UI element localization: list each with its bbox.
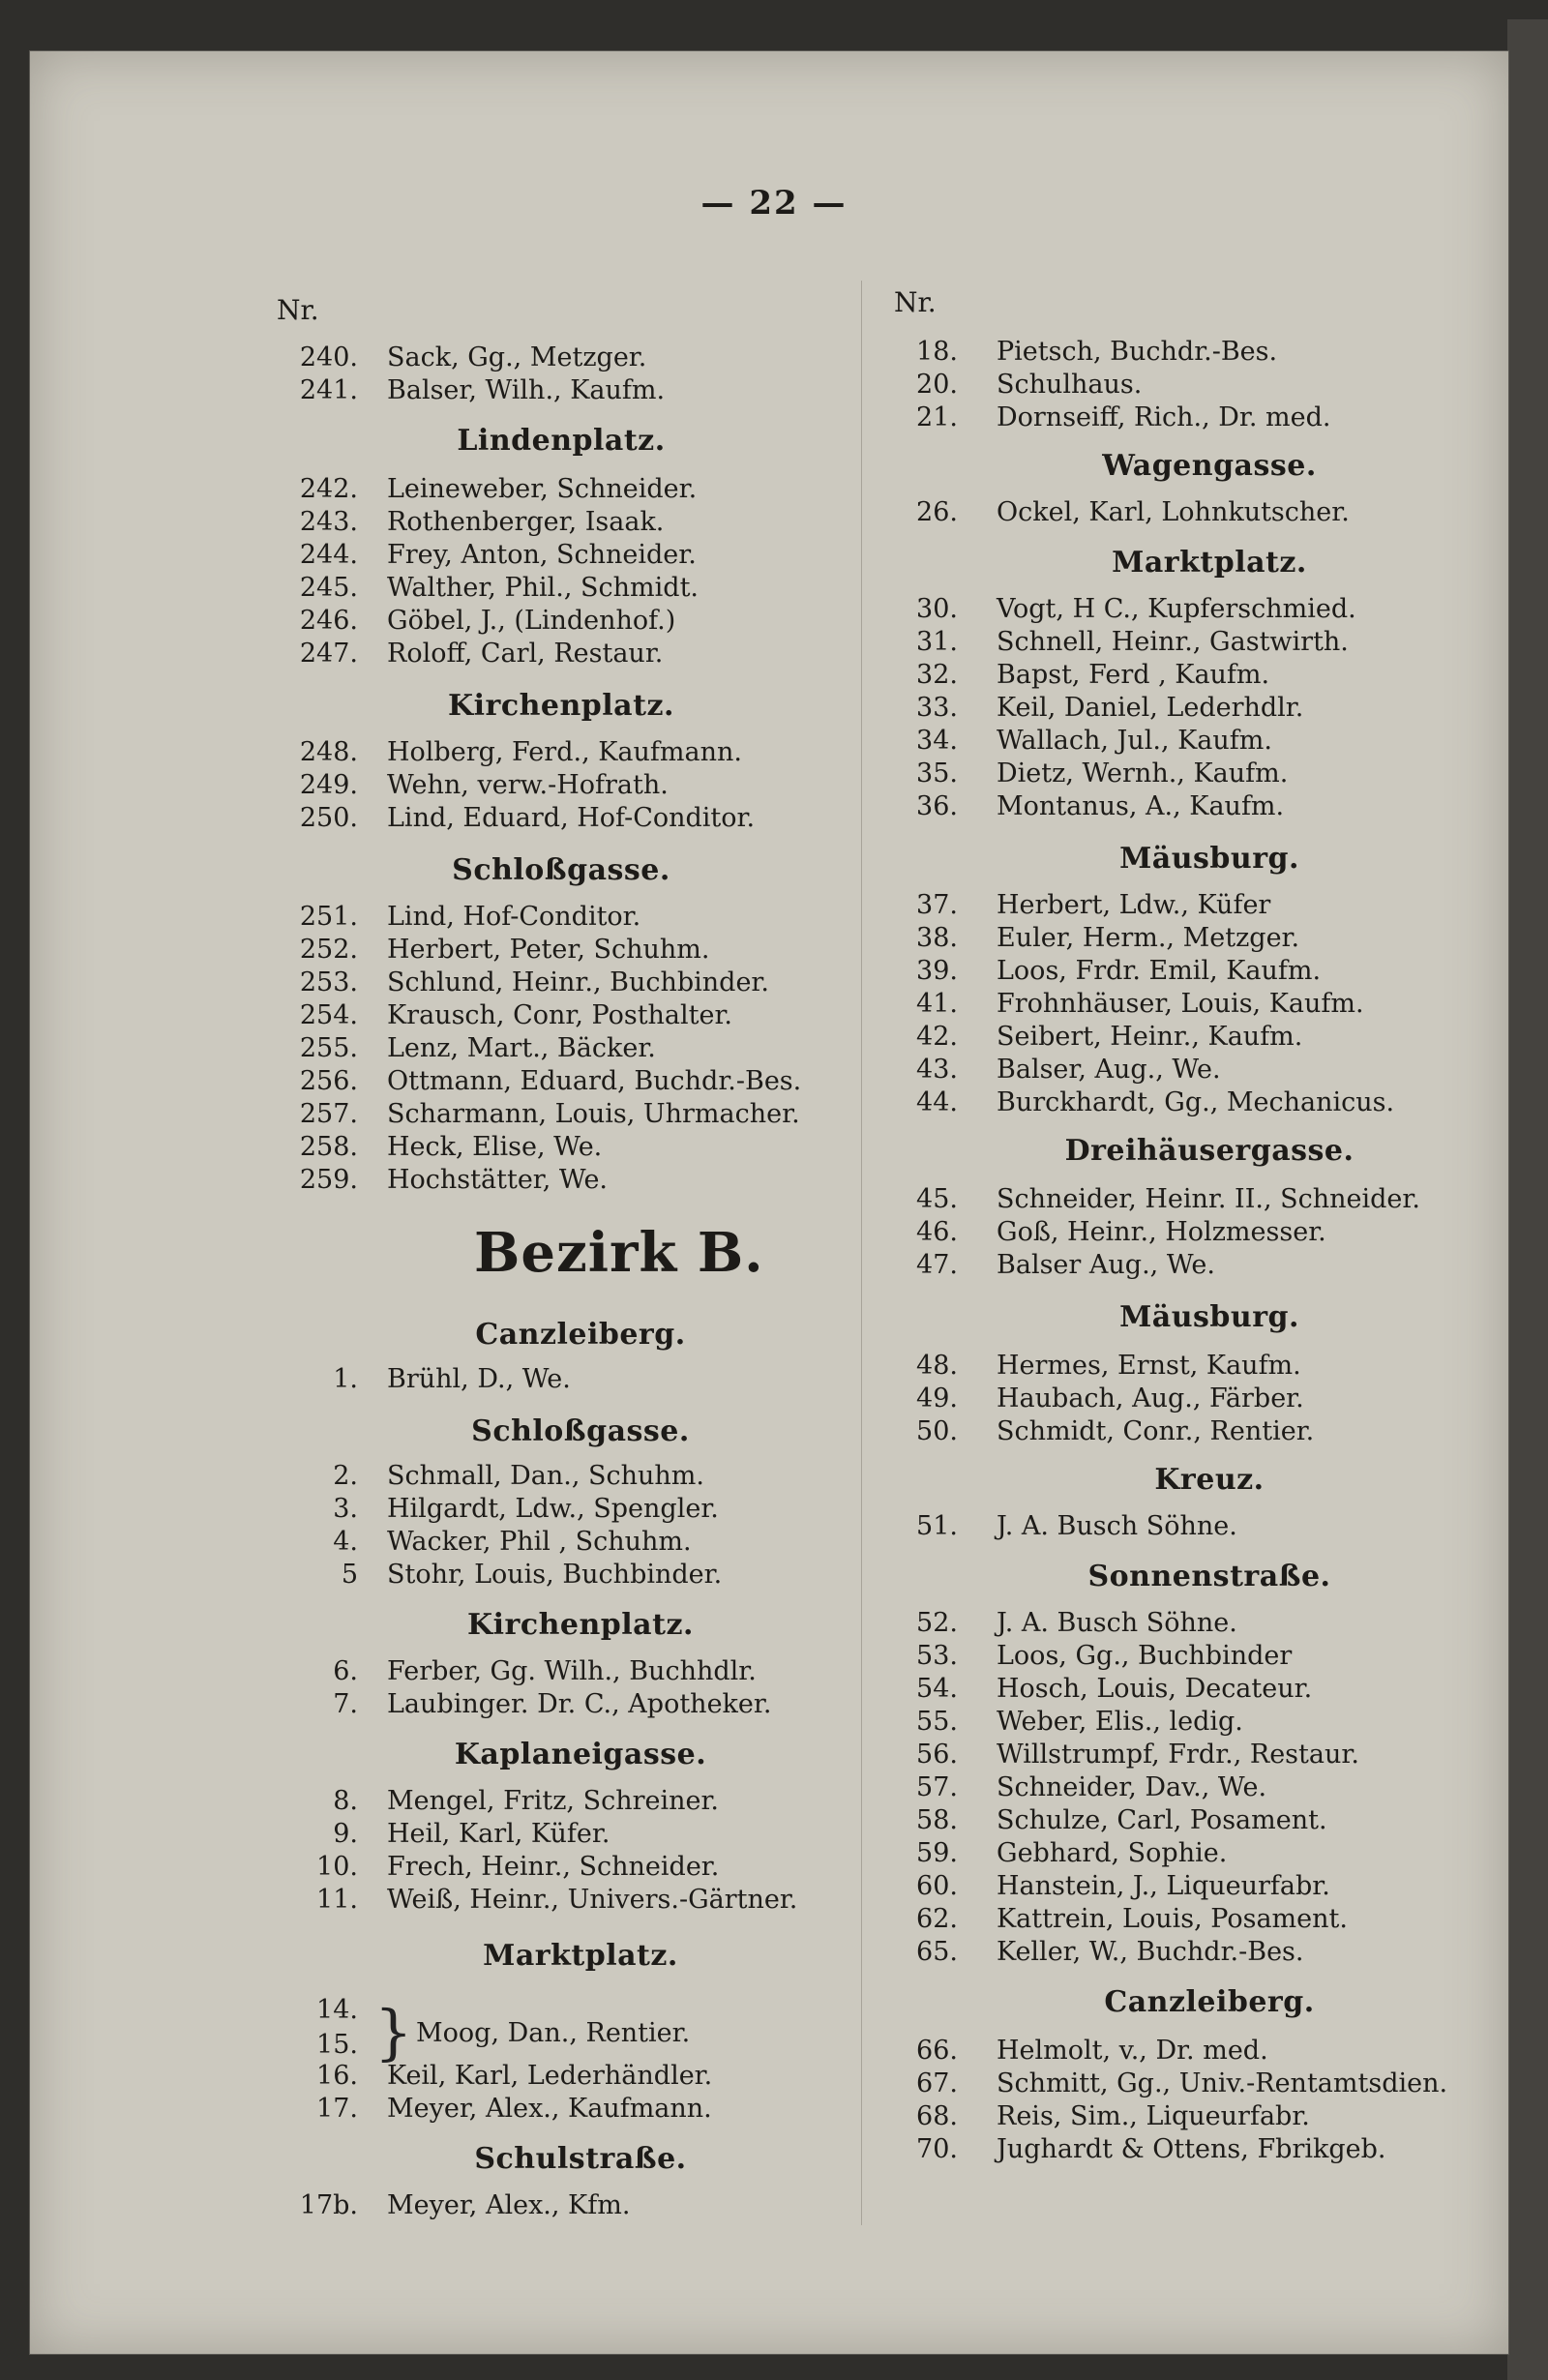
street-heading: Mäusburg. bbox=[1119, 842, 1299, 876]
entry-number: 56. bbox=[916, 1740, 958, 1770]
entry-name: Sack, Gg., Metzger. bbox=[387, 342, 647, 372]
entry-number: 44. bbox=[916, 1087, 958, 1117]
entry-number: 18. bbox=[916, 337, 958, 367]
entry-name: Balser Aug., We. bbox=[997, 1250, 1215, 1280]
entry-name: Lenz, Mart., Bäcker. bbox=[387, 1033, 656, 1063]
entry-number: 66. bbox=[916, 2036, 958, 2066]
entry-number: 46. bbox=[916, 1217, 958, 1247]
entry-number: 252. bbox=[299, 935, 358, 965]
entry-number: 59. bbox=[916, 1838, 958, 1868]
entry-name: Brühl, D., We. bbox=[387, 1364, 571, 1394]
entry-name: Dietz, Wernh., Kaufm. bbox=[997, 759, 1289, 788]
entry-number: 55. bbox=[916, 1707, 958, 1737]
entry-number: 60. bbox=[916, 1871, 958, 1901]
entry-name: Meyer, Alex., Kfm. bbox=[387, 2190, 631, 2220]
entry-number: 3. bbox=[333, 1494, 358, 1524]
entry-name: Bapst, Ferd , Kaufm. bbox=[997, 660, 1270, 690]
left-column-header: Nr. bbox=[277, 294, 319, 326]
entry-number: 68. bbox=[916, 2101, 958, 2131]
entry-name: Hochstätter, We. bbox=[387, 1165, 609, 1195]
page-number: — 22 — bbox=[700, 184, 848, 223]
entry-number: 34. bbox=[916, 726, 958, 756]
entry-number: 241. bbox=[299, 375, 358, 405]
entry-number: 50. bbox=[916, 1416, 958, 1446]
entry-name: Schmitt, Gg., Univ.-Rentamtsdien. bbox=[997, 2068, 1448, 2098]
entry-number: 26. bbox=[916, 497, 958, 527]
entry-number: 245. bbox=[299, 573, 358, 603]
entry-number: 17b. bbox=[299, 2190, 358, 2220]
entry-name: Göbel, J., (Lindenhof.) bbox=[387, 606, 676, 636]
entry-name: Hanstein, J., Liqueurfabr. bbox=[997, 1871, 1330, 1901]
entry-number: 5 bbox=[341, 1560, 358, 1590]
entry-name: Scharmann, Louis, Uhrmacher. bbox=[387, 1099, 800, 1129]
street-heading: Kirchenplatz. bbox=[448, 689, 674, 723]
entry-number: 21. bbox=[916, 402, 958, 432]
entry-number: 65. bbox=[916, 1937, 958, 1967]
entry-number: 16. bbox=[316, 2061, 358, 2091]
entry-name: Schnell, Heinr., Gastwirth. bbox=[997, 627, 1349, 657]
entry-name: Wallach, Jul., Kaufm. bbox=[997, 726, 1272, 756]
entry-name: Heil, Karl, Küfer. bbox=[387, 1819, 610, 1849]
entry-name: Montanus, A., Kaufm. bbox=[997, 791, 1285, 821]
street-heading: Kreuz. bbox=[1154, 1463, 1265, 1497]
entry-name: Loos, Frdr. Emil, Kaufm. bbox=[997, 956, 1322, 986]
entry-number: 4. bbox=[333, 1527, 358, 1557]
entry-number: 14. bbox=[316, 1995, 358, 2025]
entry-name: Willstrumpf, Frdr., Restaur. bbox=[997, 1740, 1359, 1770]
entry-name: Lind, Eduard, Hof-Conditor. bbox=[387, 803, 756, 833]
entry-name: Keller, W., Buchdr.-Bes. bbox=[997, 1937, 1304, 1967]
entry-name: Hermes, Ernst, Kaufm. bbox=[997, 1351, 1301, 1381]
entry-number: 33. bbox=[916, 693, 958, 723]
entry-name: J. A. Busch Söhne. bbox=[997, 1608, 1237, 1638]
entry-number: 49. bbox=[916, 1383, 958, 1413]
street-heading: Canzleiberg. bbox=[475, 1318, 686, 1352]
entry-name: Wacker, Phil , Schuhm. bbox=[387, 1527, 692, 1557]
entry-name: Schneider, Dav., We. bbox=[997, 1772, 1267, 1802]
entry-number: 2. bbox=[333, 1461, 358, 1491]
entry-number: 9. bbox=[333, 1819, 358, 1849]
entry-number: 255. bbox=[299, 1033, 358, 1063]
entry-name: Loos, Gg., Buchbinder bbox=[997, 1641, 1293, 1671]
entry-number: 249. bbox=[299, 770, 358, 800]
entry-name: Laubinger. Dr. C., Apotheker. bbox=[387, 1689, 772, 1719]
entry-number: 35. bbox=[916, 759, 958, 788]
district-heading: Bezirk B. bbox=[474, 1221, 764, 1285]
entry-number: 53. bbox=[916, 1641, 958, 1671]
street-heading: Schloßgasse. bbox=[452, 853, 670, 887]
entry-name: Weber, Elis., ledig. bbox=[997, 1707, 1243, 1737]
entry-name: Schneider, Heinr. II., Schneider. bbox=[997, 1184, 1420, 1214]
entry-number: 250. bbox=[299, 803, 358, 833]
entry-number: 20. bbox=[916, 370, 958, 400]
entry-name: Frohnhäuser, Louis, Kaufm. bbox=[997, 989, 1364, 1019]
entry-number: 6. bbox=[333, 1656, 358, 1686]
street-heading: Schloßgasse. bbox=[471, 1414, 690, 1448]
entry-number: 251. bbox=[299, 902, 358, 932]
entry-number: 242. bbox=[299, 474, 358, 504]
entry-name: Stohr, Louis, Buchbinder. bbox=[387, 1560, 723, 1590]
entry-name: Holberg, Ferd., Kaufmann. bbox=[387, 737, 742, 767]
entry-name: Krausch, Conr, Posthalter. bbox=[387, 1000, 733, 1030]
entry-number: 37. bbox=[916, 890, 958, 920]
street-heading: Marktplatz. bbox=[1112, 546, 1307, 580]
entry-name: Weiß, Heinr., Univers.-Gärtner. bbox=[387, 1885, 798, 1915]
entry-number: 70. bbox=[916, 2134, 958, 2164]
entry-number: 246. bbox=[299, 606, 358, 636]
street-heading: Kaplaneigasse. bbox=[454, 1738, 707, 1771]
entry-number: 47. bbox=[916, 1250, 958, 1280]
entry-number: 58. bbox=[916, 1805, 958, 1835]
entry-name: Ottmann, Eduard, Buchdr.-Bes. bbox=[387, 1066, 802, 1096]
entry-number: 254. bbox=[299, 1000, 358, 1030]
entry-name: Walther, Phil., Schmidt. bbox=[387, 573, 699, 603]
entry-number: 1. bbox=[333, 1364, 358, 1394]
street-heading: Mäusburg. bbox=[1119, 1300, 1299, 1334]
entry-name: Seibert, Heinr., Kaufm. bbox=[997, 1022, 1303, 1052]
entry-name: Helmolt, v., Dr. med. bbox=[997, 2036, 1268, 2066]
entry-name: Euler, Herm., Metzger. bbox=[997, 923, 1300, 953]
entry-name: Hilgardt, Ldw., Spengler. bbox=[387, 1494, 719, 1524]
street-heading: Marktplatz. bbox=[483, 1939, 678, 1973]
entry-name: Goß, Heinr., Holzmesser. bbox=[997, 1217, 1326, 1247]
entry-number: 67. bbox=[916, 2068, 958, 2098]
entry-name: Ferber, Gg. Wilh., Buchhdlr. bbox=[387, 1656, 757, 1686]
street-heading: Sonnenstraße. bbox=[1087, 1560, 1331, 1593]
entry-number: 36. bbox=[916, 791, 958, 821]
entry-name: Schulze, Carl, Posament. bbox=[997, 1805, 1327, 1835]
entry-name: Kattrein, Louis, Posament. bbox=[997, 1904, 1348, 1934]
entry-number: 38. bbox=[916, 923, 958, 953]
entry-name: Schmall, Dan., Schuhm. bbox=[387, 1461, 704, 1491]
entry-name: Keil, Daniel, Lederhdlr. bbox=[997, 693, 1304, 723]
street-heading: Lindenplatz. bbox=[457, 424, 666, 458]
entry-number: 30. bbox=[916, 594, 958, 624]
street-heading: Canzleiberg. bbox=[1104, 1985, 1315, 2019]
entry-number: 41. bbox=[916, 989, 958, 1019]
brace-mark: } bbox=[374, 1997, 413, 2068]
entry-number: 15. bbox=[316, 2030, 358, 2060]
entry-number: 17. bbox=[316, 2094, 358, 2124]
entry-name: Dornseiff, Rich., Dr. med. bbox=[997, 402, 1331, 432]
entry-number: 39. bbox=[916, 956, 958, 986]
entry-name: Leineweber, Schneider. bbox=[387, 474, 698, 504]
entry-name: Schmidt, Conr., Rentier. bbox=[997, 1416, 1315, 1446]
entry-number: 57. bbox=[916, 1772, 958, 1802]
entry-name: Herbert, Ldw., Küfer bbox=[997, 890, 1271, 920]
entry-number: 10. bbox=[316, 1852, 358, 1882]
entry-name: Frech, Heinr., Schneider. bbox=[387, 1852, 720, 1882]
entry-number: 244. bbox=[299, 540, 358, 570]
entry-name: Gebhard, Sophie. bbox=[997, 1838, 1228, 1868]
entry-number: 248. bbox=[299, 737, 358, 767]
entry-name: Heck, Elise, We. bbox=[387, 1132, 603, 1162]
entry-name: Haubach, Aug., Färber. bbox=[997, 1383, 1304, 1413]
entry-name: Balser, Aug., We. bbox=[997, 1055, 1221, 1085]
street-heading: Dreihäusergasse. bbox=[1064, 1134, 1354, 1168]
entry-number: 11. bbox=[316, 1885, 358, 1915]
entry-name: Vogt, H C., Kupferschmied. bbox=[997, 594, 1356, 624]
entry-number: 243. bbox=[299, 507, 358, 537]
entry-name: Mengel, Fritz, Schreiner. bbox=[387, 1786, 720, 1816]
entry-name: Herbert, Peter, Schuhm. bbox=[387, 935, 710, 965]
street-heading: Wagengasse. bbox=[1102, 449, 1317, 483]
entry-number: 43. bbox=[916, 1055, 958, 1085]
entry-number: 7. bbox=[333, 1689, 358, 1719]
entry-number: 253. bbox=[299, 967, 358, 997]
entry-number: 62. bbox=[916, 1904, 958, 1934]
street-heading: Schulstraße. bbox=[474, 2142, 687, 2176]
entry-number: 31. bbox=[916, 627, 958, 657]
entry-name: Wehn, verw.-Hofrath. bbox=[387, 770, 669, 800]
entry-name: Schulhaus. bbox=[997, 370, 1143, 400]
entry-number: 48. bbox=[916, 1351, 958, 1381]
entry-name: J. A. Busch Söhne. bbox=[997, 1511, 1237, 1541]
entry-name: Frey, Anton, Schneider. bbox=[387, 540, 697, 570]
entry-number: 258. bbox=[299, 1132, 358, 1162]
entry-name: Lind, Hof-Conditor. bbox=[387, 902, 641, 932]
entry-number: 240. bbox=[299, 342, 358, 372]
entry-number: 51. bbox=[916, 1511, 958, 1541]
entry-number: 257. bbox=[299, 1099, 358, 1129]
entry-name: Roloff, Carl, Restaur. bbox=[387, 639, 664, 669]
entry-name: Reis, Sim., Liqueurfabr. bbox=[997, 2101, 1310, 2131]
entry-name: Rothenberger, Isaak. bbox=[387, 507, 665, 537]
entry-number: 32. bbox=[916, 660, 958, 690]
entry-number: 259. bbox=[299, 1165, 358, 1195]
entry-name: Hosch, Louis, Decateur. bbox=[997, 1674, 1313, 1704]
entry-number: 45. bbox=[916, 1184, 958, 1214]
entry-name: Schlund, Heinr., Buchbinder. bbox=[387, 967, 769, 997]
entry-number: 8. bbox=[333, 1786, 358, 1816]
entry-name: Burckhardt, Gg., Mechanicus. bbox=[997, 1087, 1395, 1117]
street-heading: Kirchenplatz. bbox=[467, 1608, 694, 1642]
entry-number: 247. bbox=[299, 639, 358, 669]
entry-number: 52. bbox=[916, 1608, 958, 1638]
entry-name: Pietsch, Buchdr.-Bes. bbox=[997, 337, 1278, 367]
entry-number: 54. bbox=[916, 1674, 958, 1704]
entry-number: 42. bbox=[916, 1022, 958, 1052]
entry-name: Balser, Wilh., Kaufm. bbox=[387, 375, 666, 405]
entry-name: Moog, Dan., Rentier. bbox=[416, 2018, 691, 2048]
entry-name: Ockel, Karl, Lohnkutscher. bbox=[997, 497, 1350, 527]
entry-name: Keil, Karl, Lederhändler. bbox=[387, 2061, 713, 2091]
entry-name: Jughardt & Ottens, Fbrikgeb. bbox=[997, 2134, 1386, 2164]
right-column-header: Nr. bbox=[894, 286, 937, 318]
entry-number: 256. bbox=[299, 1066, 358, 1096]
entry-name: Meyer, Alex., Kaufmann. bbox=[387, 2094, 712, 2124]
